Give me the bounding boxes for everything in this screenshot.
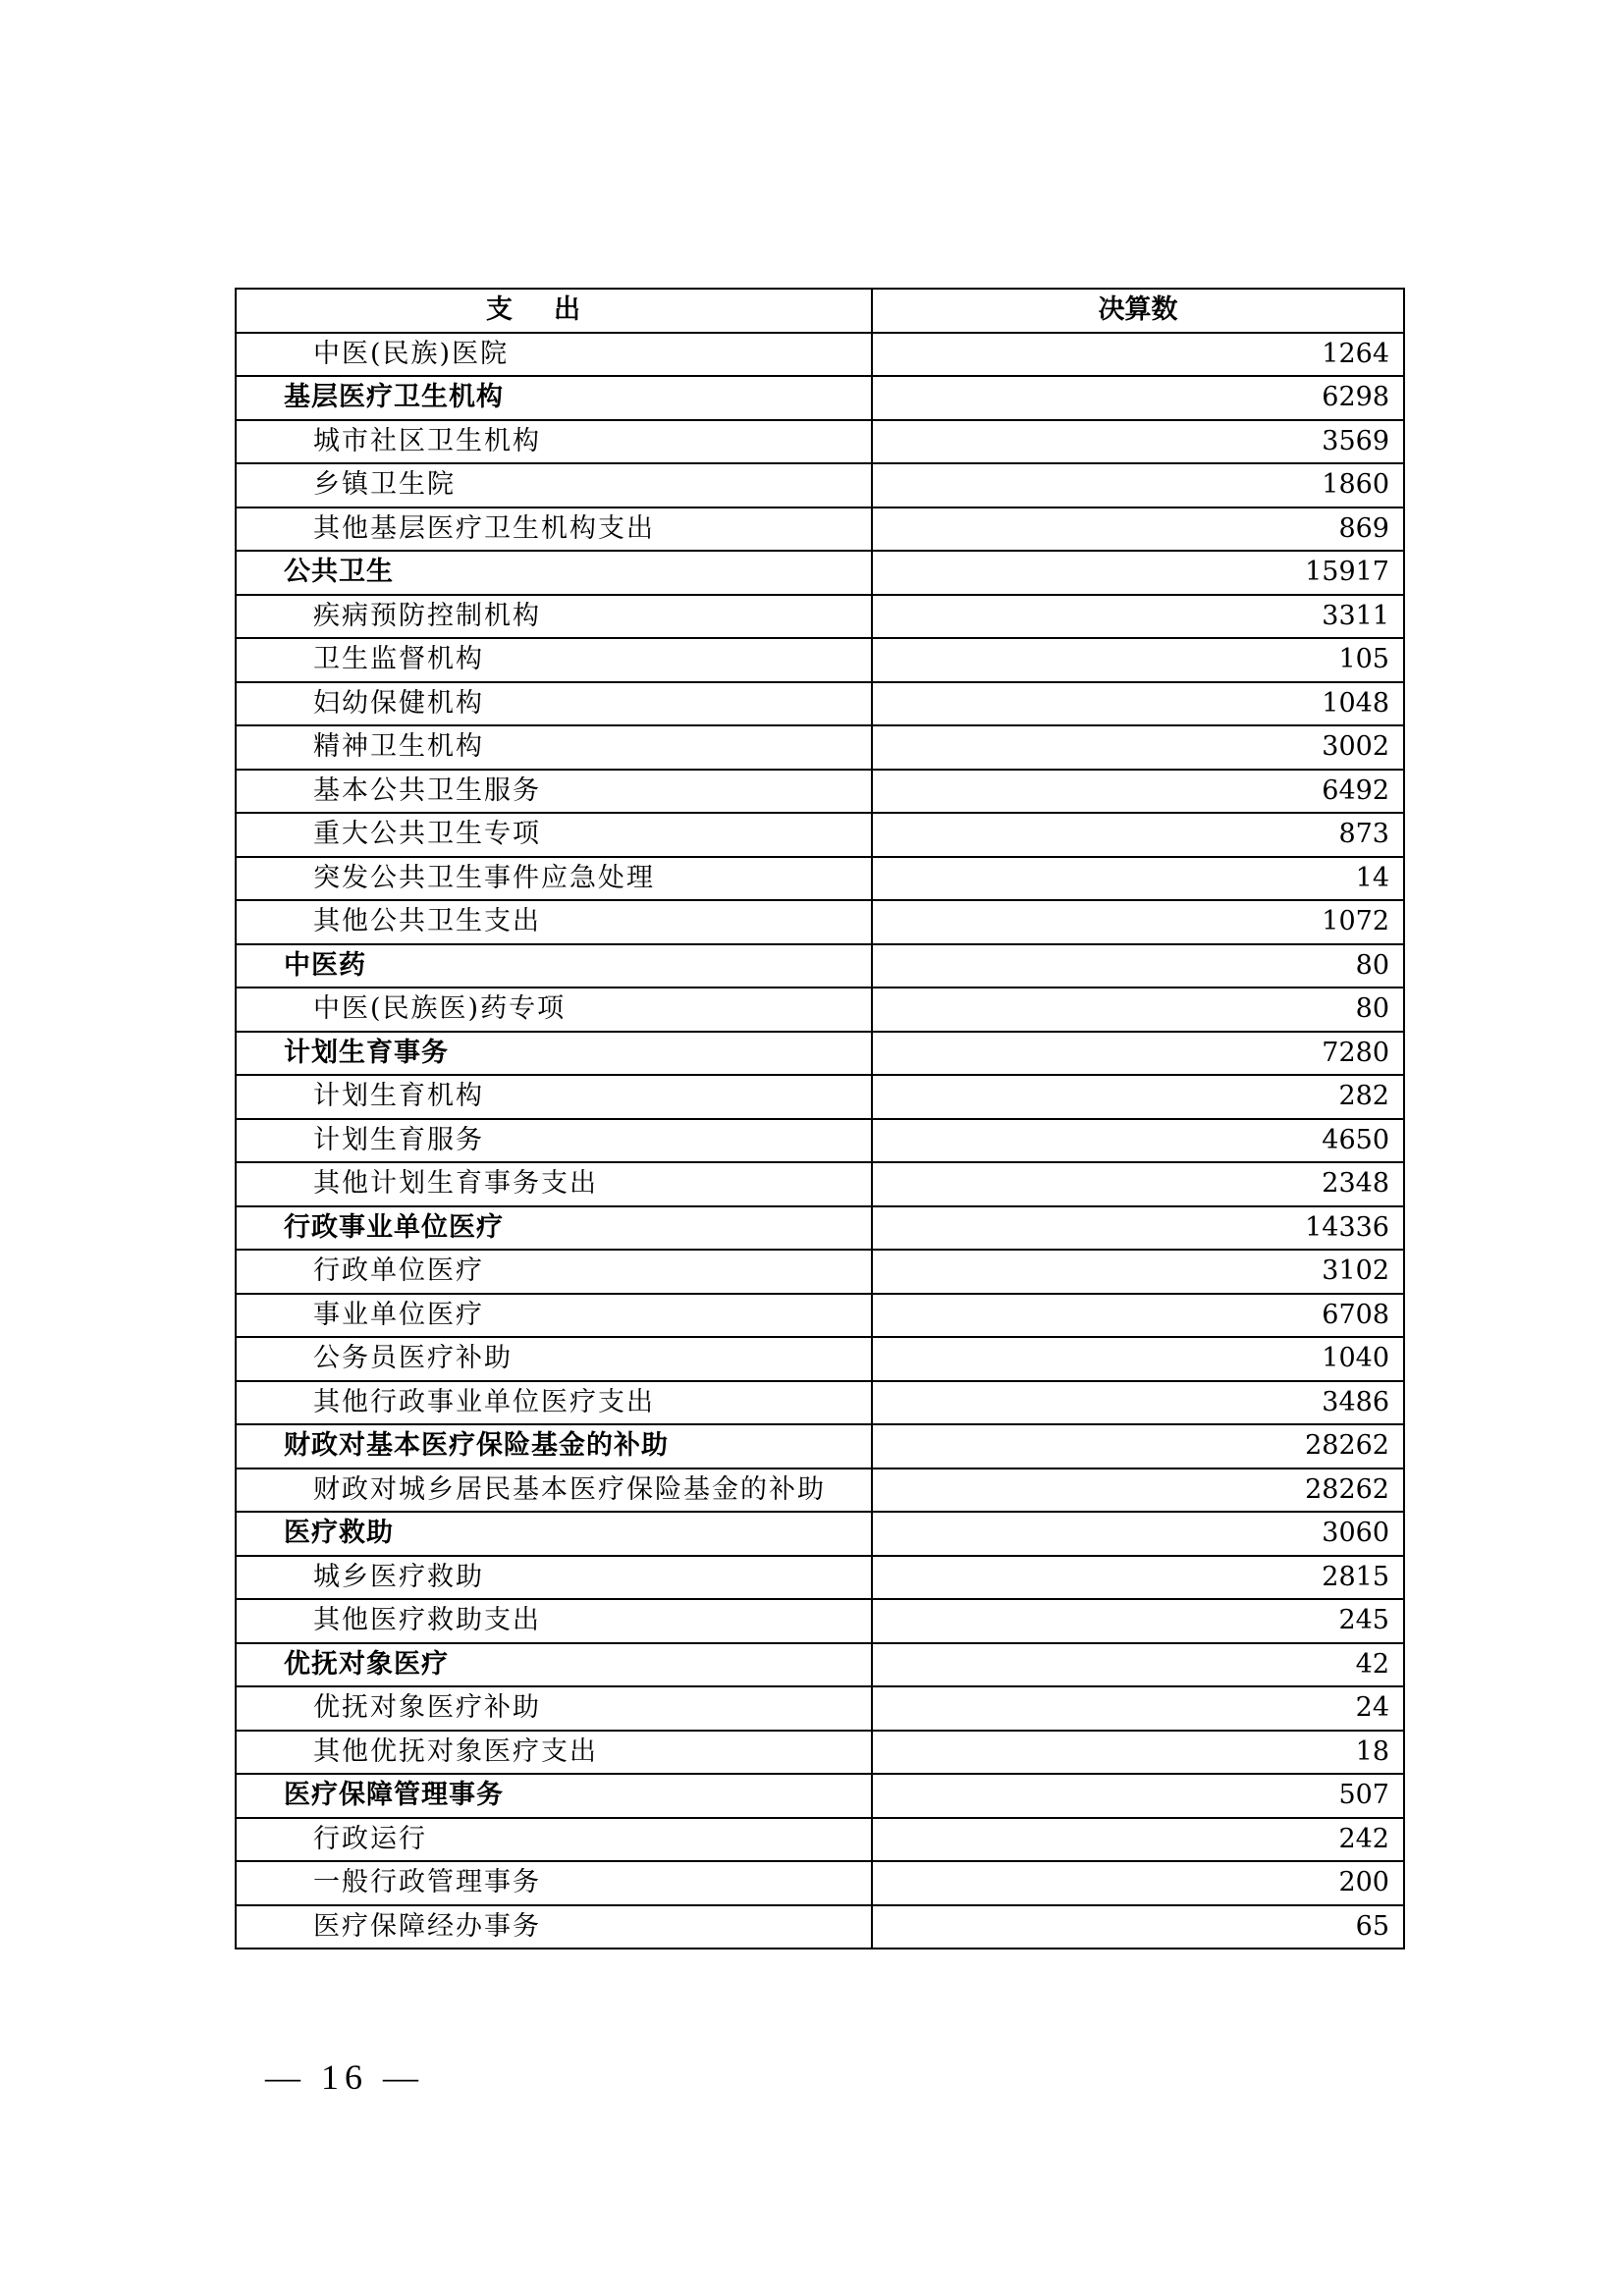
row-item-value: 7280 xyxy=(872,1032,1404,1076)
row-item-name: 其他公共卫生支出 xyxy=(236,900,872,944)
row-item-name: 其他基层医疗卫生机构支出 xyxy=(236,507,872,552)
row-item-name: 重大公共卫生专项 xyxy=(236,813,872,857)
table-row xyxy=(236,900,1404,944)
row-item-name: 中医(民族)医院 xyxy=(236,333,872,377)
row-item-value: 3569 xyxy=(872,420,1404,464)
row-item-value: 3486 xyxy=(872,1381,1404,1425)
row-item-name: 中医(民族医)药专项 xyxy=(236,988,872,1032)
row-item-value: 6298 xyxy=(872,376,1404,420)
table-row-category xyxy=(236,1512,1404,1556)
row-item-value: 24 xyxy=(872,1686,1404,1731)
table-row xyxy=(236,463,1404,507)
row-item-value: 245 xyxy=(872,1599,1404,1643)
row-item-name: 其他行政事业单位医疗支出 xyxy=(236,1381,872,1425)
table-row xyxy=(236,1162,1404,1206)
table-row xyxy=(236,1337,1404,1381)
row-item-name: 疾病预防控制机构 xyxy=(236,595,872,639)
header-expenditure: 支出 xyxy=(236,289,872,333)
table-row xyxy=(236,1468,1404,1513)
row-item-name: 其他医疗救助支出 xyxy=(236,1599,872,1643)
table-row xyxy=(236,420,1404,464)
table-row-category xyxy=(236,1206,1404,1251)
row-item-value: 105 xyxy=(872,638,1404,682)
row-item-value: 65 xyxy=(872,1905,1404,1949)
table-row xyxy=(236,857,1404,901)
row-item-value: 507 xyxy=(872,1774,1404,1818)
row-item-name: 妇幼保健机构 xyxy=(236,682,872,726)
table-row xyxy=(236,1861,1404,1905)
table-row xyxy=(236,1905,1404,1949)
row-item-value: 2815 xyxy=(872,1556,1404,1600)
table-row xyxy=(236,1250,1404,1294)
row-item-value: 28262 xyxy=(872,1468,1404,1513)
row-item-value: 1264 xyxy=(872,333,1404,377)
budget-table-container xyxy=(235,288,1403,1949)
row-item-value: 4650 xyxy=(872,1119,1404,1163)
row-item-value: 1040 xyxy=(872,1337,1404,1381)
table-row-category xyxy=(236,944,1404,988)
row-item-value: 3002 xyxy=(872,725,1404,770)
row-item-value: 28262 xyxy=(872,1424,1404,1468)
row-item-name: 基层医疗卫生机构 xyxy=(236,376,872,420)
row-item-name: 乡镇卫生院 xyxy=(236,463,872,507)
row-item-value: 1048 xyxy=(872,682,1404,726)
row-item-value: 873 xyxy=(872,813,1404,857)
row-item-value: 6708 xyxy=(872,1294,1404,1338)
row-item-value: 282 xyxy=(872,1075,1404,1119)
row-item-name: 城乡医疗救助 xyxy=(236,1556,872,1600)
row-item-name: 计划生育机构 xyxy=(236,1075,872,1119)
table-row xyxy=(236,1686,1404,1731)
table-body xyxy=(236,333,1404,1949)
row-item-name: 公务员医疗补助 xyxy=(236,1337,872,1381)
table-row xyxy=(236,725,1404,770)
table-row xyxy=(236,1599,1404,1643)
row-item-name: 公共卫生 xyxy=(236,551,872,595)
row-item-value: 1860 xyxy=(872,463,1404,507)
row-item-name: 突发公共卫生事件应急处理 xyxy=(236,857,872,901)
table-row xyxy=(236,770,1404,814)
expenditure-table xyxy=(235,288,1405,1949)
row-item-name: 财政对基本医疗保险基金的补助 xyxy=(236,1424,872,1468)
row-item-name: 医疗保障经办事务 xyxy=(236,1905,872,1949)
row-item-value: 42 xyxy=(872,1643,1404,1687)
row-item-value: 200 xyxy=(872,1861,1404,1905)
table-row xyxy=(236,1075,1404,1119)
row-item-value: 2348 xyxy=(872,1162,1404,1206)
table-row xyxy=(236,333,1404,377)
row-item-value: 80 xyxy=(872,944,1404,988)
row-item-name: 计划生育事务 xyxy=(236,1032,872,1076)
table-row xyxy=(236,507,1404,552)
row-item-value: 18 xyxy=(872,1731,1404,1775)
row-item-value: 3311 xyxy=(872,595,1404,639)
row-item-value: 242 xyxy=(872,1818,1404,1862)
row-item-value: 1072 xyxy=(872,900,1404,944)
row-item-name: 其他计划生育事务支出 xyxy=(236,1162,872,1206)
row-item-name: 医疗保障管理事务 xyxy=(236,1774,872,1818)
row-item-value: 3102 xyxy=(872,1250,1404,1294)
row-item-value: 80 xyxy=(872,988,1404,1032)
row-item-value: 14336 xyxy=(872,1206,1404,1251)
row-item-name: 优抚对象医疗补助 xyxy=(236,1686,872,1731)
table-row xyxy=(236,988,1404,1032)
table-row xyxy=(236,1381,1404,1425)
row-item-name: 计划生育服务 xyxy=(236,1119,872,1163)
row-item-name: 事业单位医疗 xyxy=(236,1294,872,1338)
row-item-name: 中医药 xyxy=(236,944,872,988)
row-item-name: 行政事业单位医疗 xyxy=(236,1206,872,1251)
header-final-amount: 决算数 xyxy=(872,289,1404,333)
row-item-value: 15917 xyxy=(872,551,1404,595)
table-row xyxy=(236,1731,1404,1775)
table-row-category xyxy=(236,1424,1404,1468)
row-item-value: 6492 xyxy=(872,770,1404,814)
table-row-category xyxy=(236,376,1404,420)
table-row xyxy=(236,1294,1404,1338)
row-item-name: 城市社区卫生机构 xyxy=(236,420,872,464)
row-item-value: 3060 xyxy=(872,1512,1404,1556)
table-header-row xyxy=(236,289,1404,333)
row-item-name: 一般行政管理事务 xyxy=(236,1861,872,1905)
row-item-name: 医疗救助 xyxy=(236,1512,872,1556)
row-item-value: 869 xyxy=(872,507,1404,552)
table-row xyxy=(236,813,1404,857)
table-row-category xyxy=(236,1643,1404,1687)
table-row xyxy=(236,638,1404,682)
table-row xyxy=(236,1119,1404,1163)
row-item-name: 行政运行 xyxy=(236,1818,872,1862)
table-row-category xyxy=(236,1032,1404,1076)
row-item-value: 14 xyxy=(872,857,1404,901)
row-item-name: 其他优抚对象医疗支出 xyxy=(236,1731,872,1775)
row-item-name: 行政单位医疗 xyxy=(236,1250,872,1294)
table-row xyxy=(236,1556,1404,1600)
row-item-name: 精神卫生机构 xyxy=(236,725,872,770)
table-row xyxy=(236,595,1404,639)
row-item-name: 基本公共卫生服务 xyxy=(236,770,872,814)
row-item-name: 优抚对象医疗 xyxy=(236,1643,872,1687)
table-row xyxy=(236,1818,1404,1862)
row-item-name: 财政对城乡居民基本医疗保险基金的补助 xyxy=(236,1468,872,1513)
page-number: — 16 — xyxy=(265,2057,424,2097)
table-row-category xyxy=(236,551,1404,595)
table-row xyxy=(236,682,1404,726)
table-row-category xyxy=(236,1774,1404,1818)
row-item-name: 卫生监督机构 xyxy=(236,638,872,682)
